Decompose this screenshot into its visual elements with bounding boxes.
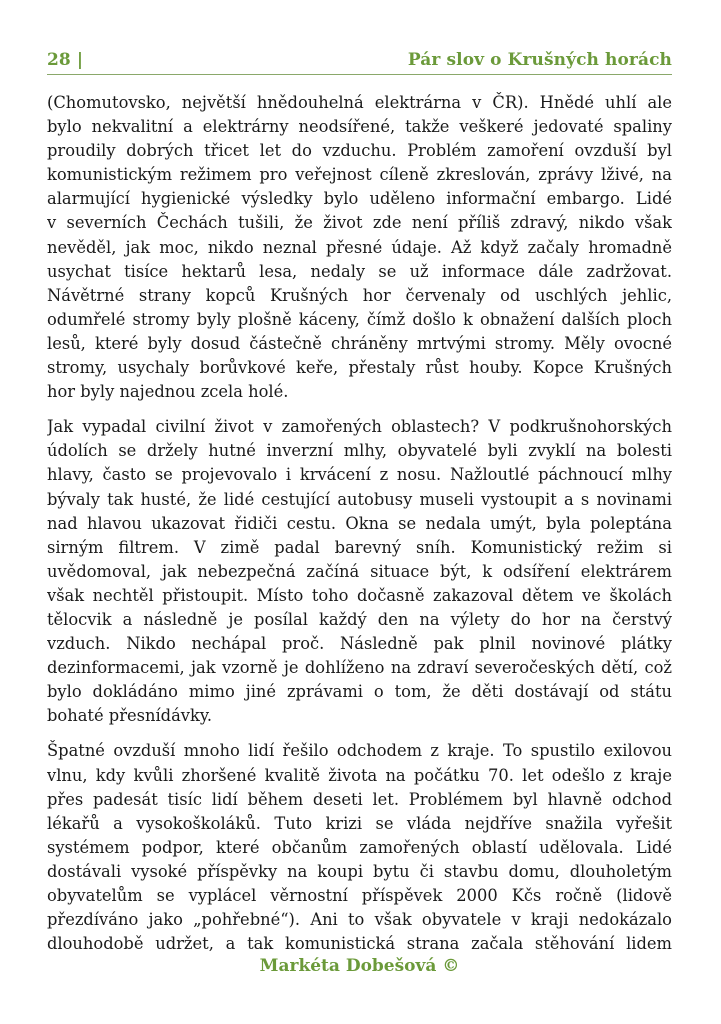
text-line: hor byly najednou zcela holé. [47, 382, 289, 402]
text-line: proudily dobrých třicet let do vzduchu. Problém zamoření ovzduší byl [47, 141, 672, 161]
text-line: dezinformacemi, jak vzorně je dohlíženo na zdraví severočeských dětí, což [47, 658, 672, 678]
text-line: bývaly tak husté, že lidé cestující autobusy museli vystoupit a s novinami [47, 489, 672, 509]
text-line: nad hlavou ukazovat řidiči cestu. Okna se nedala umýt, byla poleptána [47, 513, 672, 533]
text-line: údolích se držely hutné inverzní mlhy, obyvatelé byli zvyklí na bolesti [47, 441, 672, 461]
page-body [47, 91, 672, 967]
text-line: usychat tisíce hektarů lesa, nedaly se už informace dále zadržovat. [47, 261, 672, 281]
text-line: odumřelé stromy byly plošně káceny, čímž došlo k obnažení dalších ploch [47, 309, 672, 329]
text-line: obyvatelům se vyplácel věrnostní příspěvek 2000 Kčs ročně (lidově [47, 886, 672, 905]
text-line: (Chomutovsko, největší hnědouhelná elektrárna v ČR). Hnědé uhlí ale [47, 93, 672, 112]
text-line: nevěděl, jak moc, nikdo neznal přesné údaje. Až když začaly hromadně [47, 237, 672, 257]
text-line: stromy, usychaly borůvkové keře, přestaly růst houby. Kopce Krušných [47, 358, 672, 378]
text-line: dlouhodobě udržet, a tak komunistická strana začala stěhování lidem [47, 934, 672, 954]
text-line: bylo nekvalitní a elektrárny neodsířené, takže veškeré jedovaté spaliny [47, 117, 672, 137]
text-line: alarmující hygienické výsledky bylo uděleno informační embargo. Lidé [47, 189, 672, 209]
text-line: vzduch. Nikdo nechápal proč. Následně pak plnil novinové plátky [47, 634, 672, 654]
running-title: Pár slov o Krušných horách [407, 50, 672, 70]
paragraph-2 [47, 415, 672, 728]
document-page [47, 0, 672, 1024]
text-line: bylo dokládáno mimo jiné zprávami o tom, že děti dostávají od státu [47, 682, 672, 702]
text-line: hlavy, často se projevovalo i krvácení z nosu. Nažloutlé páchnoucí mlhy [47, 465, 672, 485]
text-line: bohaté přesnídávky. [47, 706, 213, 726]
text-line: sirným filtrem. V zimě padal barevný sníh. Komunistický režim si [47, 537, 672, 557]
text-line: tělocvik a následně je posílal každý den na výlety do hor na čerstvý [47, 609, 672, 629]
text-line: dostávali vysoké příspěvky na koupi bytu či stavbu domu, dlouholetým [47, 861, 672, 881]
paragraph-1 [47, 91, 672, 404]
text-line: Špatné ovzduší mnoho lidí řešilo odchodem z kraje. To spustilo exilovou [47, 741, 672, 761]
page-footer [47, 956, 672, 976]
text-line: přes padesát tisíc lidí během deseti let. Problémem byl hlavně odchod [47, 789, 672, 809]
page-header [47, 46, 672, 75]
text-line: komunistickým režimem pro veřejnost cíleně zkreslován, zprávy lživé, na [47, 165, 672, 185]
author-credit: Markéta Dobešová © [259, 956, 460, 976]
text-line: přezdíváno jako „pohřebné“). Ani to však obyvatele v kraji nedokázalo [47, 910, 672, 930]
text-line: lesů, které byly dosud částečně chráněny mrtvými stromy. Měly ovocné [47, 333, 672, 353]
text-line: uvědomoval, jak nebezpečná začíná situace být, k odsíření elektrárem [47, 561, 672, 581]
text-line: Jak vypadal civilní život v zamořených oblastech? V podkrušnohorských [47, 417, 672, 437]
page-number: 28 | [47, 50, 84, 70]
text-line: vlnu, kdy kvůli zhoršené kvalitě života na počátku 70. let odešlo z kraje [47, 765, 672, 785]
text-line: systémem podpor, které občanům zamořených oblastí udělovala. Lidé [47, 837, 672, 857]
text-line: lékařů a vysokoškoláků. Tuto krizi se vláda nejdříve snažila vyřešit [47, 813, 672, 833]
text-line: Návětrné strany kopců Krušných hor červenaly od uschlých jehlic, [47, 285, 672, 305]
text-line: v severních Čechách tušili, že život zde není příliš zdravý, nikdo však [47, 213, 672, 233]
paragraph-3 [47, 739, 672, 956]
text-line: však nechtěl přistoupit. Místo toho dočasně zakazoval dětem ve školách [47, 585, 672, 605]
